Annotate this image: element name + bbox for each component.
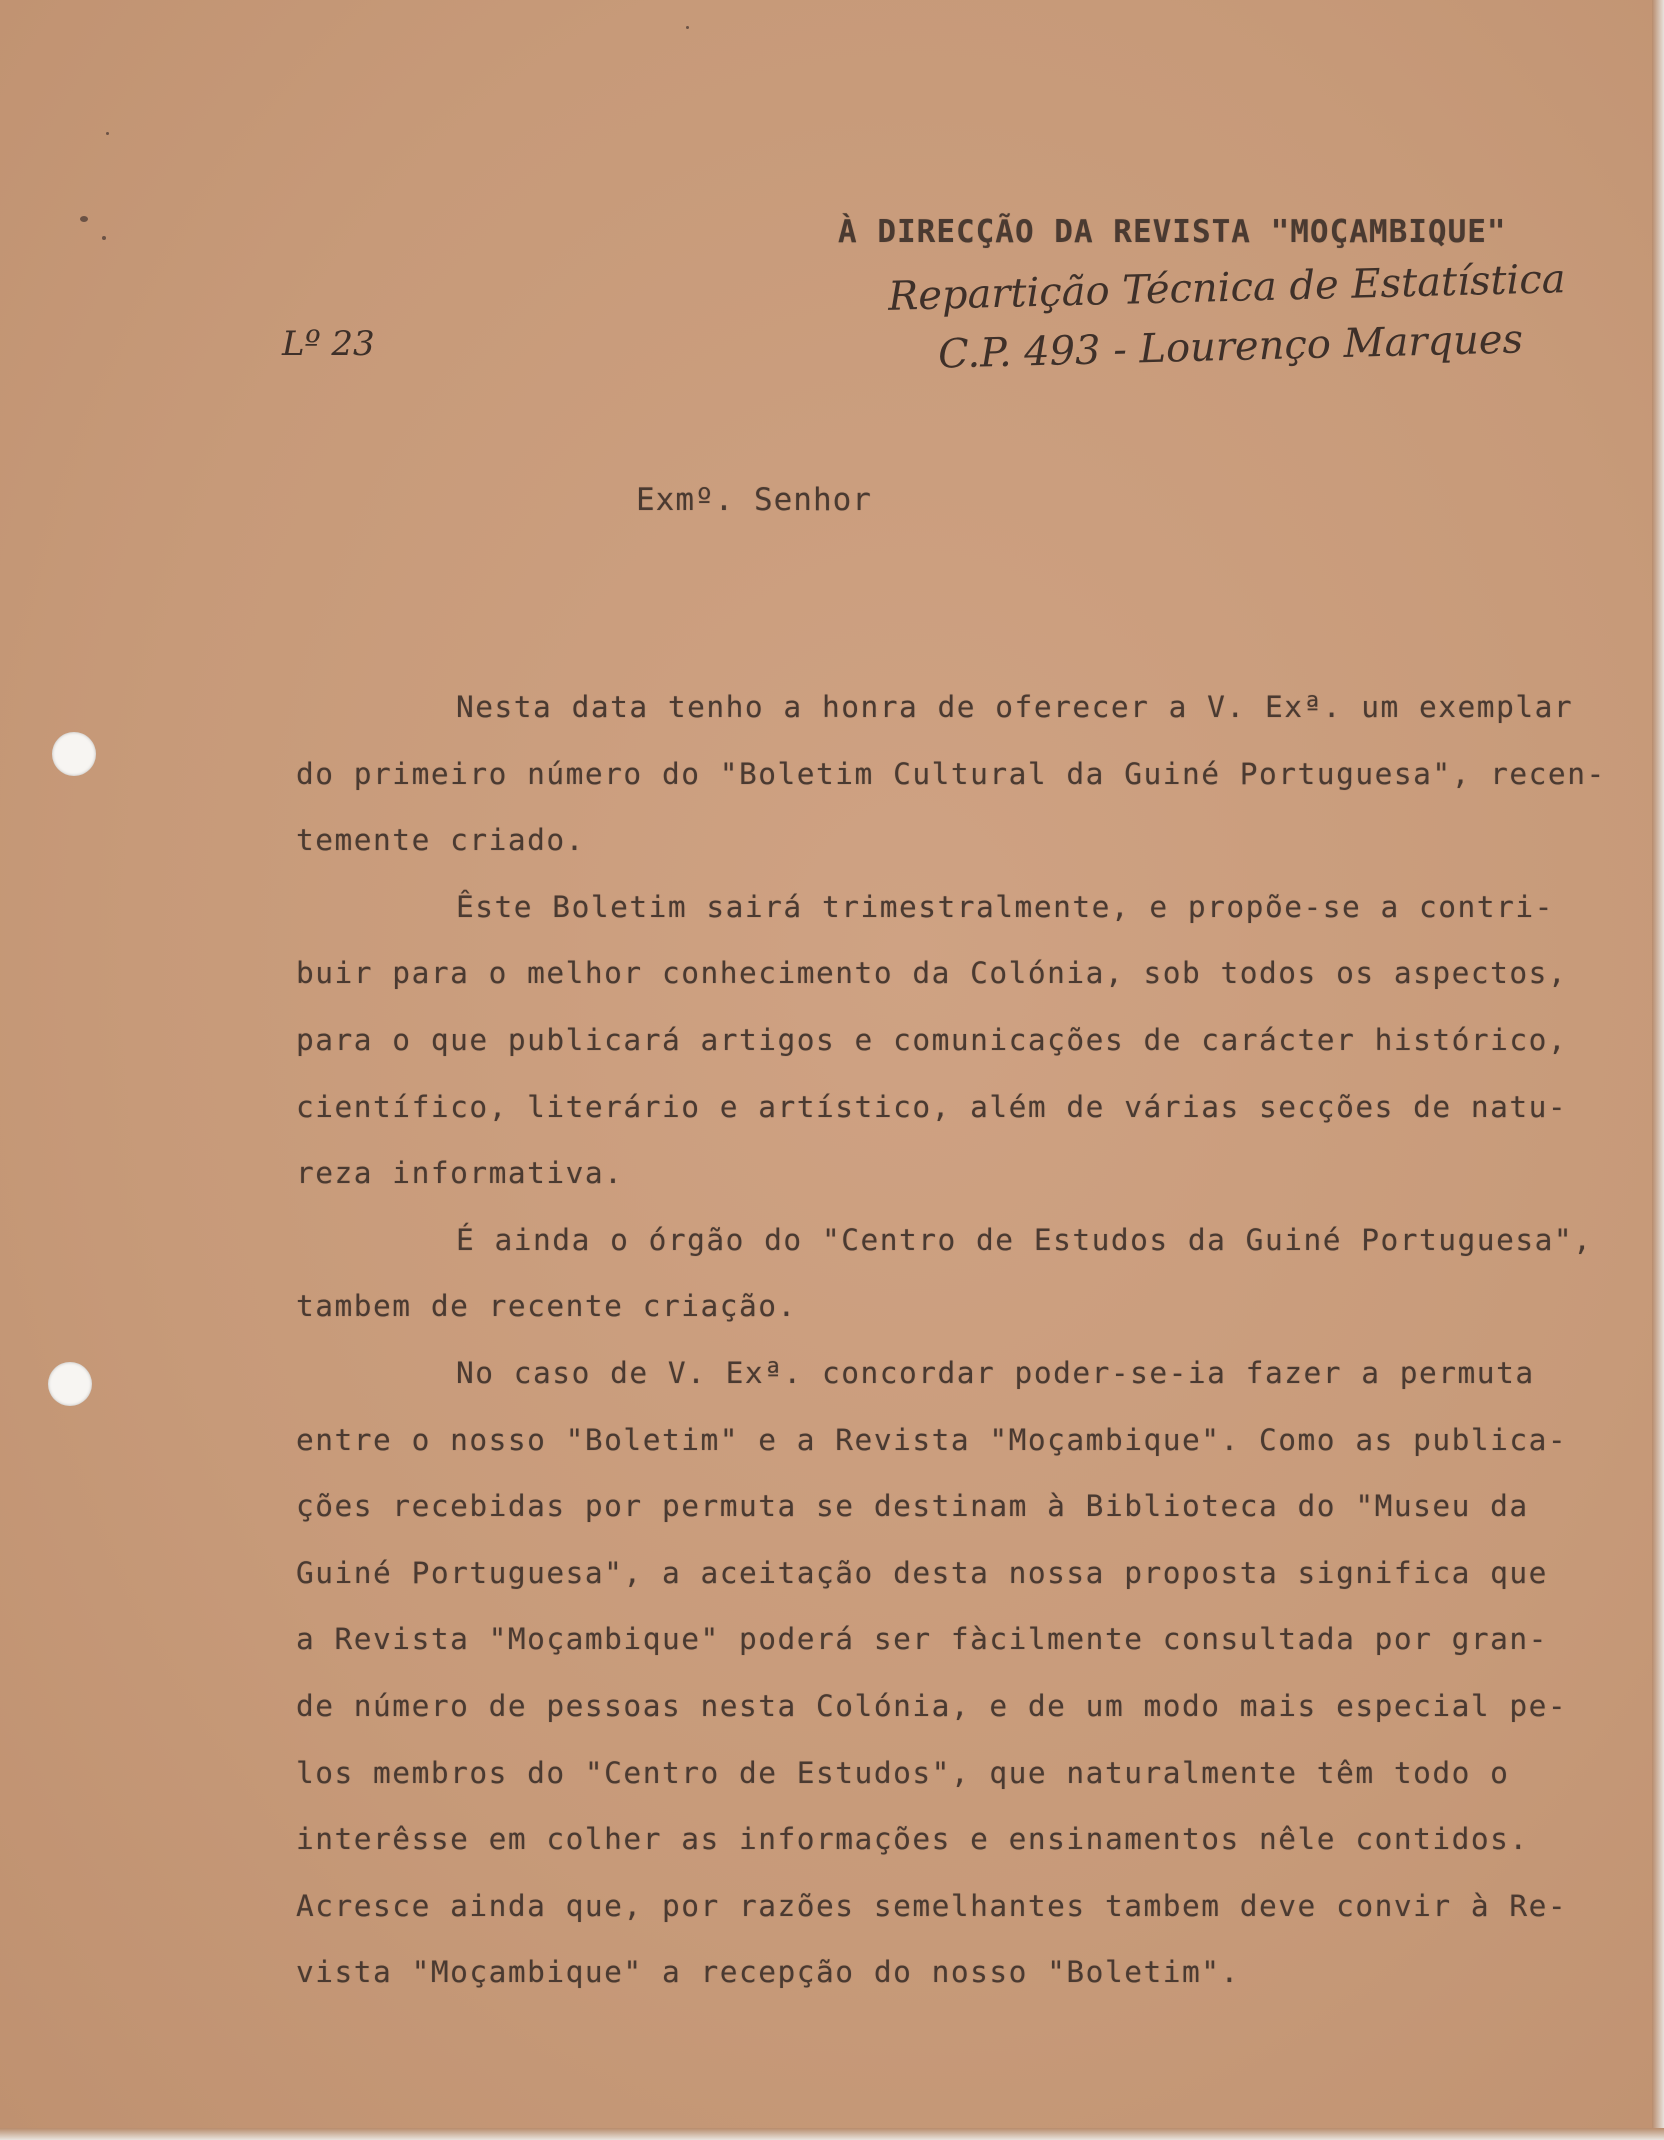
- letter-body: [296, 674, 1636, 2006]
- punch-hole-top: [52, 732, 96, 776]
- body-line: para o que publicará artigos e comunicações de carácter histórico,: [296, 1022, 1568, 1057]
- punch-hole-bottom: [48, 1362, 92, 1406]
- body-line: ções recebidas por permuta se destinam à Biblioteca do "Museu da: [296, 1489, 1529, 1524]
- reference-mark: Lº 23: [282, 324, 375, 364]
- body-line: Acresce ainda que, por razões semelhantes tambem deve convir à Re-: [296, 1888, 1568, 1923]
- paper-speck: [102, 236, 106, 240]
- body-line: É ainda o órgão do "Centro de Estudos da Guiné Portuguesa",: [456, 1222, 1593, 1257]
- body-line: reza informativa.: [296, 1156, 624, 1191]
- scan-edge-right: [1652, 0, 1664, 2140]
- body-line: interêsse em colher as informações e ensinamentos nêle contidos.: [296, 1822, 1529, 1857]
- body-line: No caso de V. Exª. concordar poder-se-ia fazer a permuta: [456, 1355, 1535, 1390]
- body-line: tambem de recente criação.: [296, 1289, 797, 1324]
- paper-speck: [686, 26, 689, 29]
- paper-speck: [80, 216, 88, 222]
- body-line: buir para o melhor conhecimento da Colónia, sob todos os aspectos,: [296, 956, 1568, 991]
- body-line: los membros do "Centro de Estudos", que naturalmente têm todo o: [296, 1755, 1510, 1790]
- scan-edge-bottom: [0, 2128, 1664, 2140]
- body-line: Êste Boletim sairá trimestralmente, e propõe-se a contri-: [456, 889, 1554, 924]
- body-line: de número de pessoas nesta Colónia, e de um modo mais especial pe-: [296, 1688, 1568, 1723]
- body-line: a Revista "Moçambique" poderá ser fàcilmente consultada por gran-: [296, 1622, 1548, 1657]
- body-line: Guiné Portuguesa", a aceitação desta nossa proposta significa que: [296, 1555, 1548, 1590]
- body-line: do primeiro número do "Boletim Cultural da Guiné Portuguesa", recen-: [296, 756, 1606, 791]
- body-line: científico, literário e artístico, além de várias secções de natu-: [296, 1089, 1568, 1124]
- body-line: vista "Moçambique" a recepção do nosso "Boletim".: [296, 1955, 1240, 1990]
- paper-speck: [106, 132, 109, 135]
- body-line: entre o nosso "Boletim" e a Revista "Moçambique". Como as publica-: [296, 1422, 1568, 1457]
- body-line: temente criado.: [296, 823, 585, 858]
- addressee-heading: À DIRECÇÃO DA REVISTA "MOÇAMBIQUE": [838, 214, 1507, 250]
- handwritten-address-line-1: Repartição Técnica de Estatística: [887, 256, 1567, 320]
- handwritten-address-line-2: C.P. 493 - Lourenço Marques: [937, 316, 1524, 378]
- salutation: Exmº. Senhor: [636, 482, 872, 518]
- body-line: Nesta data tenho a honra de oferecer a V. Exª. um exemplar: [456, 690, 1574, 724]
